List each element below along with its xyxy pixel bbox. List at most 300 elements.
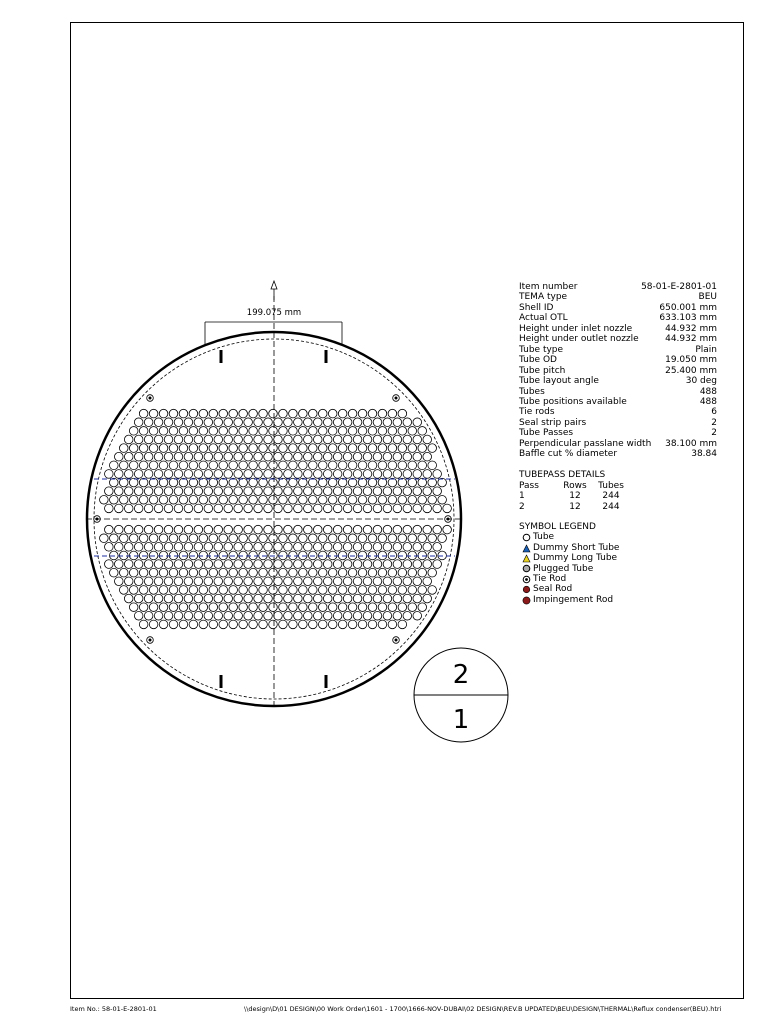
tube <box>313 543 322 552</box>
tube <box>338 620 347 629</box>
tube <box>169 495 178 504</box>
tube <box>408 461 417 470</box>
tube <box>428 478 437 487</box>
tube <box>139 620 148 629</box>
tube <box>328 534 337 543</box>
tube <box>174 543 183 552</box>
tube <box>139 586 148 595</box>
tube <box>189 409 198 418</box>
tube <box>249 427 258 436</box>
tube <box>403 435 412 444</box>
tube <box>418 495 427 504</box>
tube <box>224 418 233 427</box>
tube <box>199 461 208 470</box>
tube <box>199 568 208 577</box>
tube <box>144 543 153 552</box>
tube <box>110 461 119 470</box>
tube <box>284 452 293 461</box>
tube <box>154 543 163 552</box>
tube <box>224 470 233 479</box>
tube <box>363 435 372 444</box>
tube <box>294 560 303 569</box>
tubepass-rows: 12 <box>569 491 581 501</box>
tube <box>214 611 223 620</box>
tube <box>194 577 203 586</box>
tube <box>378 603 387 612</box>
tube <box>254 611 263 620</box>
tube <box>304 418 313 427</box>
tube <box>373 470 382 479</box>
tube <box>219 409 228 418</box>
tube <box>284 418 293 427</box>
design-data-row <box>519 407 717 417</box>
tube <box>269 409 278 418</box>
tube <box>363 594 372 603</box>
tube <box>289 495 298 504</box>
tube <box>294 577 303 586</box>
tube <box>413 435 422 444</box>
tube <box>328 409 337 418</box>
tube <box>259 551 268 560</box>
tube <box>164 543 173 552</box>
tube <box>219 603 228 612</box>
tube <box>164 611 173 620</box>
tube <box>423 435 432 444</box>
tube <box>304 611 313 620</box>
tube <box>174 435 183 444</box>
tube <box>224 452 233 461</box>
tube <box>378 478 387 487</box>
tube <box>100 534 109 543</box>
tube <box>239 478 248 487</box>
tube <box>403 577 412 586</box>
tube <box>393 594 402 603</box>
tube <box>110 478 119 487</box>
tube <box>209 495 218 504</box>
tube <box>149 495 158 504</box>
tube <box>274 577 283 586</box>
tube <box>159 444 168 453</box>
tube <box>100 495 109 504</box>
tie-rod-center <box>149 397 152 400</box>
legend-item <box>519 584 679 594</box>
footer-item-number: Item No.: 58-01-E-2801-01 <box>70 1005 157 1013</box>
tube <box>284 577 293 586</box>
tube <box>353 577 362 586</box>
tube <box>139 444 148 453</box>
tube <box>294 470 303 479</box>
tube <box>413 504 422 513</box>
tube <box>269 586 278 595</box>
tube <box>194 525 203 534</box>
tube <box>348 444 357 453</box>
tube <box>393 611 402 620</box>
tube <box>114 504 123 513</box>
tube <box>124 470 133 479</box>
tube <box>368 409 377 418</box>
tube <box>304 525 313 534</box>
tube <box>189 427 198 436</box>
tube <box>134 611 143 620</box>
design-data-row <box>519 449 717 459</box>
tube <box>214 543 223 552</box>
tube <box>338 444 347 453</box>
tube <box>383 470 392 479</box>
design-data-table <box>519 282 717 460</box>
tube <box>313 418 322 427</box>
tube <box>304 560 313 569</box>
tube <box>249 409 258 418</box>
tube <box>433 487 442 496</box>
tube <box>269 551 278 560</box>
tube <box>413 487 422 496</box>
tube <box>309 620 318 629</box>
tube <box>313 560 322 569</box>
design-data-value: 488 <box>699 396 717 407</box>
tube <box>279 603 288 612</box>
tube <box>353 452 362 461</box>
tube <box>438 534 447 543</box>
tube <box>269 461 278 470</box>
tube <box>418 427 427 436</box>
tube <box>219 568 228 577</box>
tube <box>299 461 308 470</box>
tube <box>378 427 387 436</box>
legend-label: Plugged Tube <box>533 563 594 574</box>
tube <box>348 586 357 595</box>
tube <box>294 504 303 513</box>
tube <box>119 534 128 543</box>
legend-item <box>519 543 679 553</box>
tube <box>189 478 198 487</box>
tube <box>333 452 342 461</box>
tube <box>139 409 148 418</box>
tube <box>234 435 243 444</box>
tube <box>214 560 223 569</box>
tube <box>249 620 258 629</box>
tube <box>124 577 133 586</box>
tube <box>264 470 273 479</box>
tube <box>378 534 387 543</box>
tube <box>383 611 392 620</box>
tubepass-header-pass: Pass <box>519 480 539 491</box>
tube <box>254 452 263 461</box>
tube <box>309 478 318 487</box>
tube <box>259 586 268 595</box>
tube <box>189 461 198 470</box>
tube <box>159 603 168 612</box>
tube <box>134 594 143 603</box>
tube <box>259 534 268 543</box>
tube <box>309 586 318 595</box>
tube <box>134 435 143 444</box>
tube <box>229 603 238 612</box>
tube <box>179 461 188 470</box>
tube <box>209 444 218 453</box>
tube <box>289 534 298 543</box>
tube <box>209 620 218 629</box>
tube <box>333 594 342 603</box>
tube <box>318 586 327 595</box>
design-data-value: Plain <box>695 344 717 355</box>
tie-rod-center <box>149 639 152 642</box>
tube <box>274 470 283 479</box>
tube <box>174 560 183 569</box>
tube <box>134 525 143 534</box>
tube <box>114 525 123 534</box>
tube <box>294 435 303 444</box>
tube <box>313 611 322 620</box>
tube <box>363 611 372 620</box>
tube <box>333 435 342 444</box>
tube <box>418 568 427 577</box>
tube <box>179 603 188 612</box>
tube <box>119 478 128 487</box>
tube <box>144 577 153 586</box>
tubepass-row <box>519 491 629 502</box>
tube <box>368 478 377 487</box>
tube <box>313 594 322 603</box>
tube <box>169 551 178 560</box>
tube <box>164 470 173 479</box>
tube <box>383 487 392 496</box>
tubepass-tubes: 244 <box>602 501 620 512</box>
tube <box>284 435 293 444</box>
tube <box>393 577 402 586</box>
tube <box>159 620 168 629</box>
tube <box>254 504 263 513</box>
tube <box>269 620 278 629</box>
tube <box>124 594 133 603</box>
tie-rod-center <box>96 518 99 521</box>
tube <box>224 611 233 620</box>
design-data-value: 650.001 mm <box>659 302 717 313</box>
tube <box>309 551 318 560</box>
tube <box>318 444 327 453</box>
tube <box>204 577 213 586</box>
tube <box>239 534 248 543</box>
tube <box>164 504 173 513</box>
tube <box>274 611 283 620</box>
tube <box>129 444 138 453</box>
design-data-value: 38.100 mm <box>665 438 717 449</box>
tube <box>184 611 193 620</box>
tube <box>254 470 263 479</box>
tube <box>343 470 352 479</box>
tube <box>353 594 362 603</box>
tube <box>144 594 153 603</box>
tube <box>194 611 203 620</box>
tube <box>204 470 213 479</box>
tube <box>134 470 143 479</box>
seal-rod-icon <box>519 585 533 595</box>
tube <box>114 560 123 569</box>
tube <box>209 551 218 560</box>
tube <box>353 418 362 427</box>
tube <box>358 586 367 595</box>
tube <box>289 427 298 436</box>
legend-label: Tube <box>533 532 555 543</box>
tube <box>264 525 273 534</box>
tube <box>368 586 377 595</box>
tube <box>244 504 253 513</box>
tube <box>413 560 422 569</box>
tube <box>304 487 313 496</box>
tube <box>174 504 183 513</box>
tube <box>264 577 273 586</box>
tube <box>199 495 208 504</box>
tube <box>244 577 253 586</box>
tube <box>383 452 392 461</box>
design-data-label: Tube OD <box>519 355 557 366</box>
tube <box>234 525 243 534</box>
tube <box>134 504 143 513</box>
tube <box>309 444 318 453</box>
tube <box>373 504 382 513</box>
tube <box>284 504 293 513</box>
tube <box>159 409 168 418</box>
tube <box>189 620 198 629</box>
tube <box>224 504 233 513</box>
tube <box>388 603 397 612</box>
tube <box>299 495 308 504</box>
tube <box>189 534 198 543</box>
tube <box>289 461 298 470</box>
tube <box>234 452 243 461</box>
tube <box>313 577 322 586</box>
tube <box>169 568 178 577</box>
tube <box>194 543 203 552</box>
design-data-row <box>519 324 717 334</box>
tube <box>393 525 402 534</box>
tube <box>164 594 173 603</box>
tube <box>393 543 402 552</box>
tube <box>254 525 263 534</box>
tube <box>348 551 357 560</box>
design-data-row <box>519 345 717 355</box>
tube <box>304 504 313 513</box>
tube <box>164 418 173 427</box>
tube <box>129 568 138 577</box>
tube <box>259 603 268 612</box>
tube <box>323 543 332 552</box>
tube <box>398 495 407 504</box>
tube <box>229 427 238 436</box>
tube <box>164 560 173 569</box>
tube <box>199 427 208 436</box>
tube <box>254 487 263 496</box>
tube <box>194 470 203 479</box>
tube <box>388 586 397 595</box>
tube <box>114 487 123 496</box>
tube <box>428 461 437 470</box>
tube <box>129 478 138 487</box>
tubepass-title: TUBEPASS DETAILS <box>519 470 606 480</box>
tube <box>433 560 442 569</box>
tube <box>413 525 422 534</box>
design-data-value: 2 <box>711 428 717 439</box>
tube <box>328 461 337 470</box>
tube <box>328 551 337 560</box>
tube <box>378 620 387 629</box>
tube <box>423 560 432 569</box>
tube <box>353 525 362 534</box>
tube <box>323 418 332 427</box>
tube <box>398 461 407 470</box>
tube <box>313 470 322 479</box>
tube <box>169 534 178 543</box>
tube <box>408 444 417 453</box>
tube <box>105 470 114 479</box>
tube <box>209 586 218 595</box>
tie-rod-center <box>447 518 450 521</box>
tube <box>348 534 357 543</box>
tube <box>358 551 367 560</box>
tube <box>353 560 362 569</box>
pass-upper-number: 2 <box>452 660 470 690</box>
tube <box>333 470 342 479</box>
tube <box>119 568 128 577</box>
tube <box>378 586 387 595</box>
tube <box>294 525 303 534</box>
tube <box>124 435 133 444</box>
tube <box>398 586 407 595</box>
tube <box>408 427 417 436</box>
tube <box>289 551 298 560</box>
tube <box>114 452 123 461</box>
tube <box>378 444 387 453</box>
tube <box>229 586 238 595</box>
tube <box>413 470 422 479</box>
tube <box>154 611 163 620</box>
design-data-row <box>519 313 717 323</box>
tube <box>209 461 218 470</box>
legend-item <box>519 532 679 542</box>
tube <box>189 568 198 577</box>
tube <box>169 620 178 629</box>
tube <box>393 560 402 569</box>
tube <box>343 577 352 586</box>
tube <box>373 487 382 496</box>
tube <box>323 504 332 513</box>
tube <box>363 418 372 427</box>
tube <box>403 560 412 569</box>
tube <box>269 478 278 487</box>
tube <box>368 568 377 577</box>
tube <box>254 577 263 586</box>
tube <box>219 551 228 560</box>
tubepass-pass: 2 <box>519 501 525 512</box>
tube <box>318 478 327 487</box>
tube <box>229 534 238 543</box>
tube <box>393 504 402 513</box>
tube <box>403 470 412 479</box>
tube <box>149 461 158 470</box>
legend-label: Tie Rod <box>533 574 567 585</box>
tube <box>304 452 313 461</box>
tube <box>269 603 278 612</box>
tube <box>149 534 158 543</box>
tube <box>204 560 213 569</box>
tube <box>284 594 293 603</box>
tube <box>149 620 158 629</box>
tube <box>154 577 163 586</box>
tube <box>204 435 213 444</box>
design-data-row <box>519 387 717 397</box>
pass-lower-number: 1 <box>452 705 470 735</box>
tube <box>338 603 347 612</box>
tube <box>393 435 402 444</box>
